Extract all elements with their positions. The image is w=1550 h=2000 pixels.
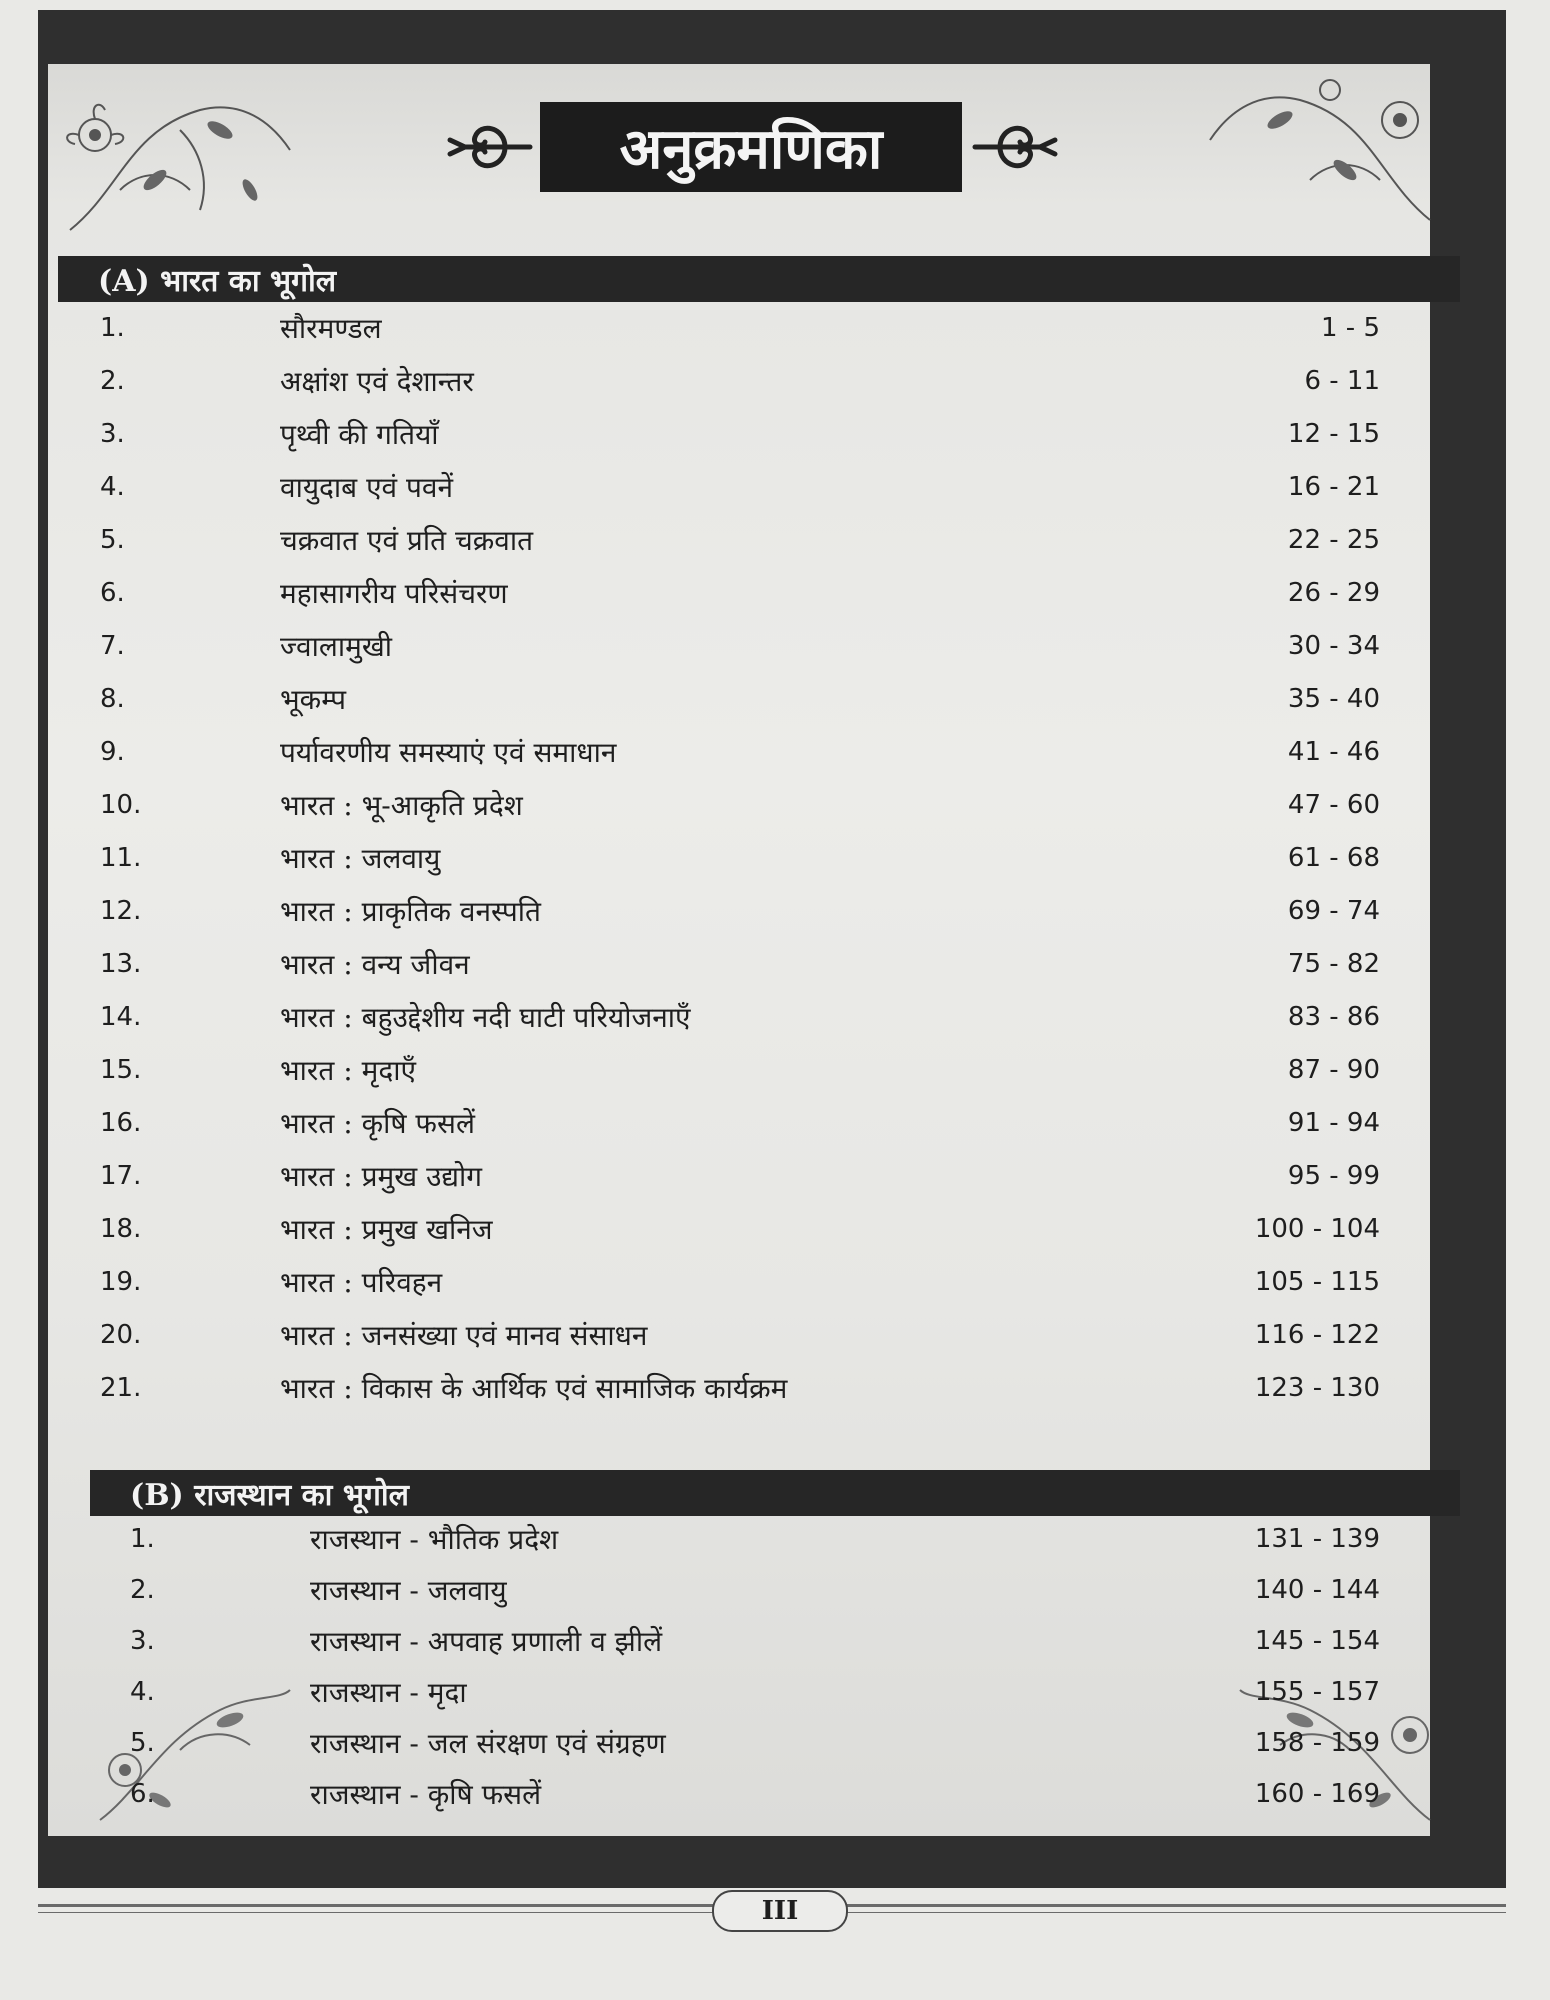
section-heading-a: (A) भारत का भूगोल: [58, 256, 1460, 302]
toc-pages: 22 - 25: [1287, 525, 1380, 555]
toc-number: 1.: [130, 1524, 155, 1554]
toc-title: भारत : बहुउद्देशीय नदी घाटी परियोजनाएँ: [280, 1001, 691, 1034]
toc-title: ज्वालामुखी: [280, 630, 392, 663]
toc-number: 5.: [130, 1728, 155, 1758]
toc-row: [100, 1097, 1380, 1150]
toc-pages: 158 - 159: [1254, 1728, 1380, 1758]
toc-number: 12.: [100, 896, 142, 926]
toc-row: [130, 1565, 1380, 1616]
scroll-ornament-icon: [445, 112, 535, 182]
toc-title: भारत : प्रमुख उद्योग: [280, 1160, 483, 1193]
toc-pages: 83 - 86: [1287, 1002, 1380, 1032]
toc-pages: 12 - 15: [1287, 419, 1380, 449]
toc-pages: 69 - 74: [1287, 896, 1380, 926]
toc-row: [100, 408, 1380, 461]
toc-pages: 131 - 139: [1254, 1524, 1380, 1554]
toc-number: 9.: [100, 737, 125, 767]
toc-number: 11.: [100, 843, 142, 873]
toc-pages: 35 - 40: [1287, 684, 1380, 714]
toc-number: 14.: [100, 1002, 142, 1032]
toc-pages: 100 - 104: [1254, 1214, 1380, 1244]
toc-number: 1.: [100, 313, 125, 343]
toc-row: [100, 355, 1380, 408]
toc-pages: 30 - 34: [1287, 631, 1380, 661]
page-number: III: [712, 1890, 848, 1932]
toc-pages: 26 - 29: [1287, 578, 1380, 608]
toc-pages: 116 - 122: [1254, 1320, 1380, 1350]
toc-pages: 41 - 46: [1287, 737, 1380, 767]
toc-number: 18.: [100, 1214, 142, 1244]
floral-ornament-icon: [60, 70, 300, 250]
toc-title: राजस्थान - अपवाह प्रणाली व झीलें: [310, 1625, 663, 1658]
toc-pages: 1 - 5: [1321, 313, 1380, 343]
toc-row: [100, 779, 1380, 832]
toc-number: 3.: [130, 1626, 155, 1656]
toc-title: राजस्थान - कृषि फसलें: [310, 1778, 542, 1811]
toc-row: [130, 1514, 1380, 1565]
toc-title: भारत : विकास के आर्थिक एवं सामाजिक कार्यक्रम: [280, 1372, 788, 1405]
toc-pages: 155 - 157: [1254, 1677, 1380, 1707]
toc-title: महासागरीय परिसंचरण: [280, 577, 508, 610]
toc-row: [100, 567, 1380, 620]
toc-pages: 105 - 115: [1254, 1267, 1380, 1297]
toc-row: [100, 885, 1380, 938]
section-heading-b: (B) राजस्थान का भूगोल: [90, 1470, 1460, 1516]
toc-pages: 160 - 169: [1254, 1779, 1380, 1809]
toc-row: [100, 620, 1380, 673]
toc-number: 3.: [100, 419, 125, 449]
toc-pages: 87 - 90: [1287, 1055, 1380, 1085]
toc-title: भारत : जनसंख्या एवं मानव संसाधन: [280, 1319, 648, 1352]
toc-number: 20.: [100, 1320, 142, 1350]
toc-number: 15.: [100, 1055, 142, 1085]
toc-title: राजस्थान - जलवायु: [310, 1574, 507, 1607]
toc-row: [100, 1256, 1380, 1309]
toc-title: भारत : प्रमुख खनिज: [280, 1213, 493, 1246]
toc-row: [130, 1718, 1380, 1769]
toc-title: पृथ्वी की गतियाँ: [280, 418, 439, 451]
toc-row: [130, 1616, 1380, 1667]
toc-pages: 140 - 144: [1254, 1575, 1380, 1605]
toc-row: [100, 1044, 1380, 1097]
toc-row: [130, 1769, 1380, 1820]
toc-row: [100, 1150, 1380, 1203]
floral-ornament-icon: [1200, 60, 1440, 240]
section-b-list: [130, 1514, 1380, 1820]
toc-title: वायुदाब एवं पवनें: [280, 471, 454, 504]
toc-title: राजस्थान - भौतिक प्रदेश: [310, 1523, 559, 1556]
toc-title: भारत : प्राकृतिक वनस्पति: [280, 895, 542, 928]
toc-number: 4.: [130, 1677, 155, 1707]
toc-title: राजस्थान - जल संरक्षण एवं संग्रहण: [310, 1727, 666, 1760]
toc-title: भारत : कृषि फसलें: [280, 1107, 475, 1140]
toc-pages: 145 - 154: [1254, 1626, 1380, 1656]
toc-row: [100, 832, 1380, 885]
toc-pages: 47 - 60: [1287, 790, 1380, 820]
toc-number: 13.: [100, 949, 142, 979]
toc-number: 5.: [100, 525, 125, 555]
toc-pages: 91 - 94: [1287, 1108, 1380, 1138]
toc-row: [100, 1362, 1380, 1415]
toc-title: भारत : वन्य जीवन: [280, 948, 470, 981]
toc-row: [100, 1309, 1380, 1362]
toc-title: भारत : मृदाएँ: [280, 1054, 416, 1087]
toc-number: 16.: [100, 1108, 142, 1138]
toc-title: पर्यावरणीय समस्याएं एवं समाधान: [280, 736, 617, 769]
toc-pages: 95 - 99: [1287, 1161, 1380, 1191]
toc-title: भारत : परिवहन: [280, 1266, 443, 1299]
toc-row: [100, 726, 1380, 779]
toc-title: अक्षांश एवं देशान्तर: [280, 365, 474, 398]
toc-title: राजस्थान - मृदा: [310, 1676, 467, 1709]
toc-number: 8.: [100, 684, 125, 714]
scroll-ornament-icon: [970, 112, 1060, 182]
toc-pages: 61 - 68: [1287, 843, 1380, 873]
toc-number: 2.: [130, 1575, 155, 1605]
toc-pages: 123 - 130: [1254, 1373, 1380, 1403]
toc-row: [100, 302, 1380, 355]
toc-pages: 75 - 82: [1287, 949, 1380, 979]
toc-number: 17.: [100, 1161, 142, 1191]
toc-number: 4.: [100, 472, 125, 502]
toc-number: 21.: [100, 1373, 142, 1403]
toc-number: 7.: [100, 631, 125, 661]
toc-row: [100, 1203, 1380, 1256]
toc-row: [100, 991, 1380, 1044]
toc-row: [100, 514, 1380, 567]
toc-title: भारत : जलवायु: [280, 842, 441, 875]
toc-number: 10.: [100, 790, 142, 820]
toc-row: [100, 938, 1380, 991]
toc-number: 2.: [100, 366, 125, 396]
toc-number: 6.: [100, 578, 125, 608]
toc-title: भूकम्प: [280, 683, 347, 716]
toc-row: [100, 673, 1380, 726]
toc-row: [130, 1667, 1380, 1718]
toc-number: 6.: [130, 1779, 155, 1809]
toc-pages: 16 - 21: [1287, 472, 1380, 502]
toc-title: सौरमण्डल: [280, 312, 382, 345]
toc-title: भारत : भू-आकृति प्रदेश: [280, 789, 523, 822]
toc-pages: 6 - 11: [1304, 366, 1380, 396]
toc-title: चक्रवात एवं प्रति चक्रवात: [280, 524, 534, 557]
toc-row: [100, 461, 1380, 514]
page-title: अनुक्रमणिका: [540, 102, 962, 192]
toc-number: 19.: [100, 1267, 142, 1297]
section-a-list: [100, 302, 1380, 1415]
